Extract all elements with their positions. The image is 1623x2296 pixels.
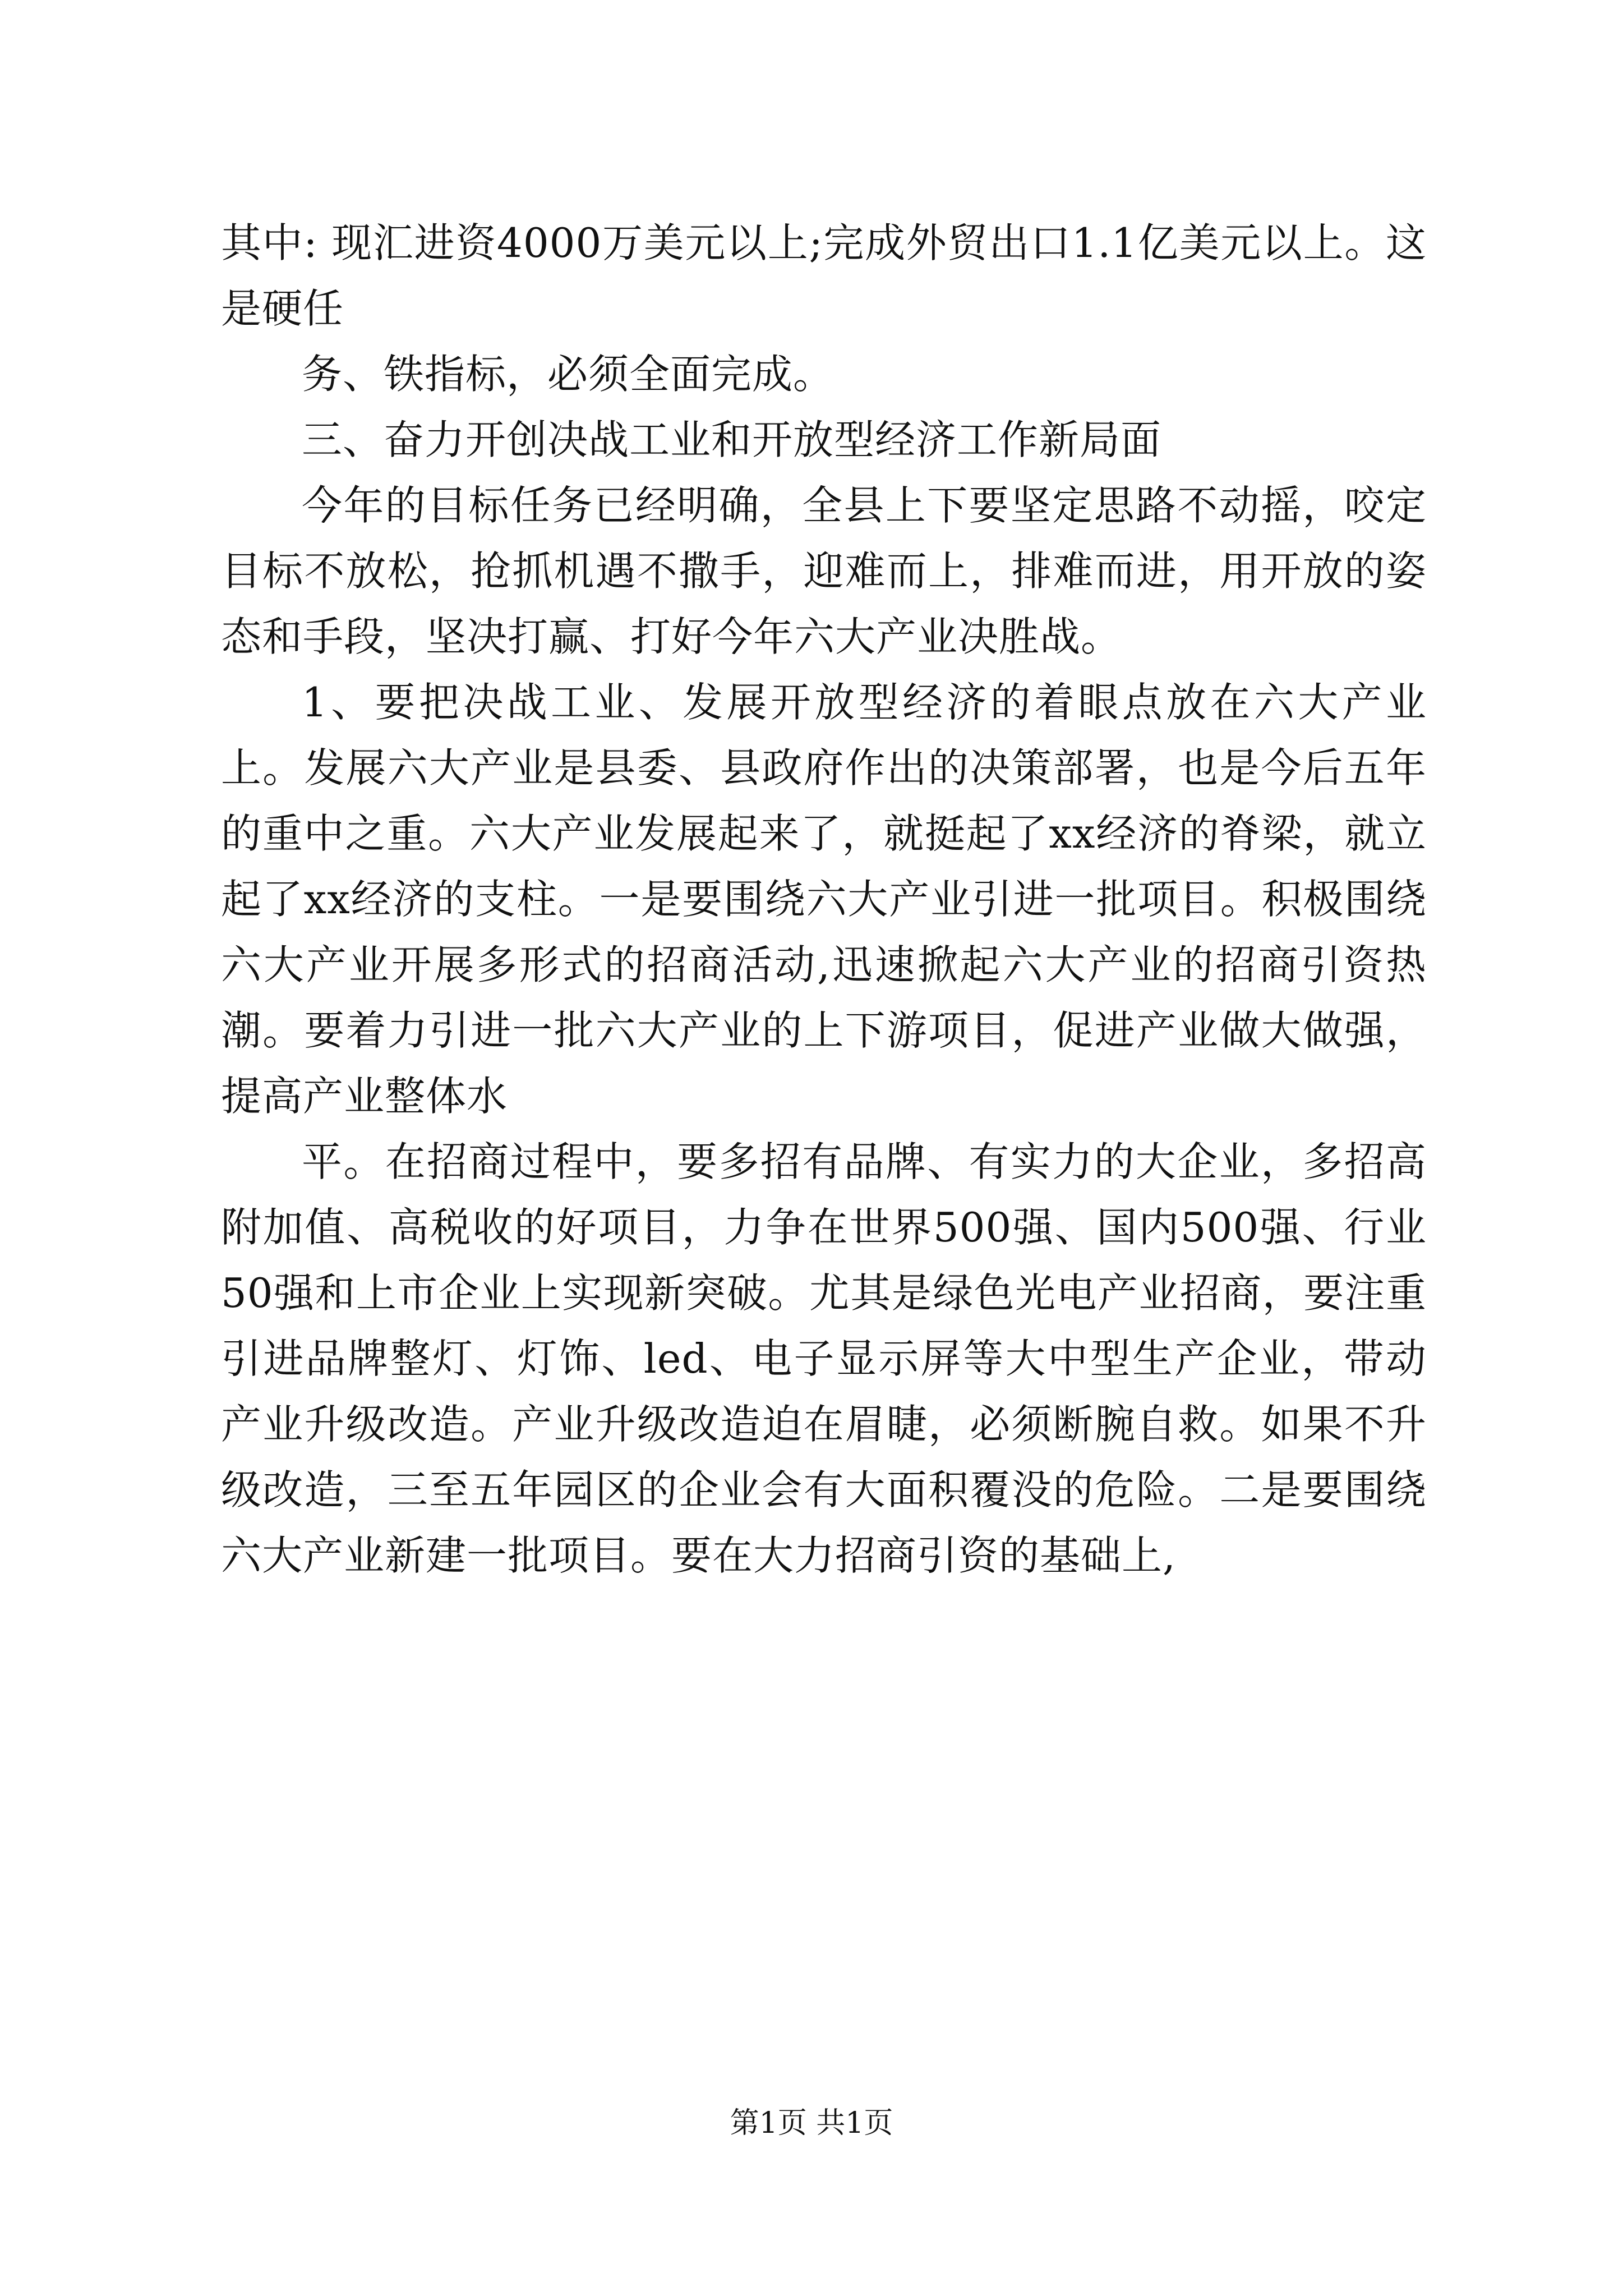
paragraph-5: 平。在招商过程中，要多招有品牌、有实力的大企业，多招高附加值、高税收的好项目，力争在世界500强、国内500强、行业50强和上市企业上实现新突破。尤其是绿色光电产业招商，要注重引进品牌整灯、灯饰、led、电子显示屏等大中型生产企业，带动产业升级改造。产业升级改造迫在眉睫，必须断腕自救。如果不升级改造，三至五年园区的企业会有大面积覆没的危险。二是要围绕六大产业新建一批项目。要在大力招商引资的基础上, [221, 1138, 1427, 1579]
section-heading: 三、奋力开创决战工业和开放型经济工作新局面 [302, 416, 1162, 463]
paragraph-3: 今年的目标任务已经明确，全县上下要坚定思路不动摇，咬定目标不放松，抢抓机遇不撒手，迎难而上，排难而进，用开放的姿态和手段，坚决打赢、打好今年六大产业决胜战。 [221, 482, 1427, 660]
paragraph-2: 务、铁指标，必须全面完成。 [302, 351, 834, 398]
paragraph-4: 1、要把决战工业、发展开放型经济的着眼点放在六大产业上。发展六大产业是县委、县政府作出的决策部署，也是今后五年的重中之重。六大产业发展起来了，就挺起了xx经济的脊梁，就立起了xx经济的支柱。一是要围绕六大产业引进一批项目。积极围绕六大产业开展多形式的招商活动,迅速掀起六大产业的招商引资热潮。要着力引进一批六大产业的上下游项目，促进产业做大做强，提高产业整体水 [221, 679, 1427, 1120]
page-footer: 第1页 共1页 [730, 2106, 893, 2140]
paragraph-1: 其中: 现汇进资4000万美元以上;完成外贸出口1.1亿美元以上。这是硬任 [221, 219, 1427, 332]
document-body [221, 210, 1427, 1589]
